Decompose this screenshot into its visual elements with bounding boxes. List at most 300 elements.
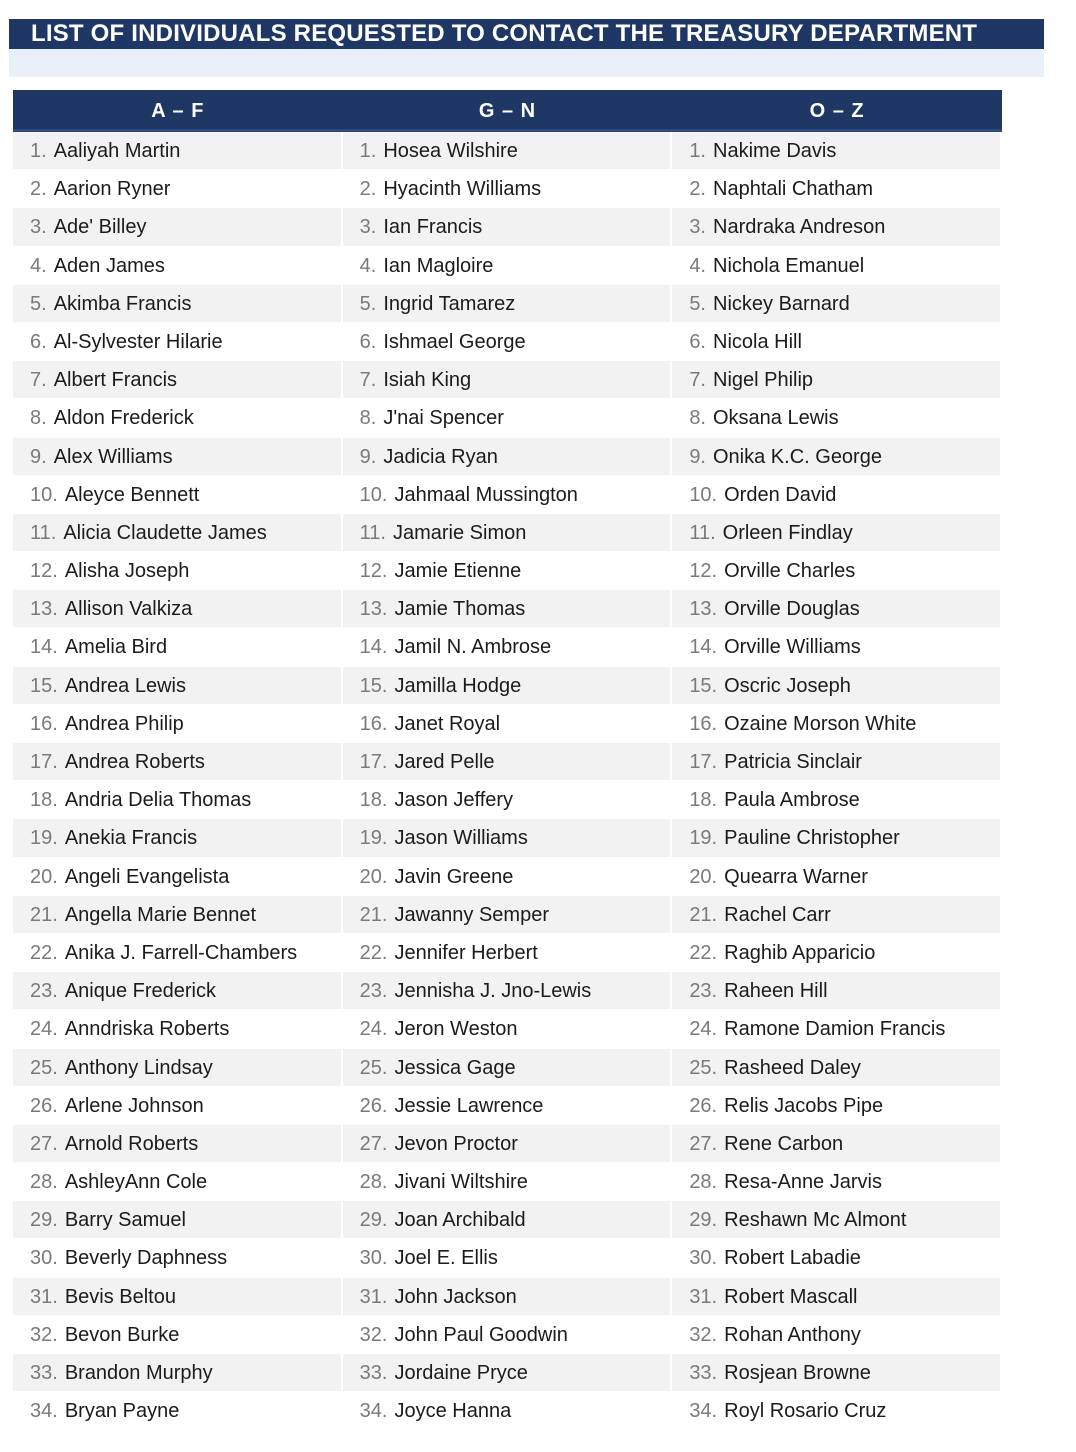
list-item	[13, 132, 343, 170]
table-row	[13, 1278, 1002, 1316]
list-item	[672, 438, 1002, 476]
list-item	[672, 1087, 1002, 1125]
table-row	[13, 934, 1002, 972]
list-item	[13, 1354, 343, 1392]
list-item	[343, 590, 673, 628]
list-item	[672, 323, 1002, 361]
list-item	[343, 667, 673, 705]
item-name: Royl Rosario Cruz	[724, 1400, 887, 1423]
item-name: Bryan Payne	[64, 1400, 180, 1423]
item-number: 30.	[359, 1247, 388, 1270]
table-row	[13, 285, 1002, 323]
list-item	[672, 361, 1002, 399]
item-name: Hosea Wilshire	[383, 140, 518, 162]
item-number: 9.	[30, 445, 47, 468]
item-name: Orville Charles	[724, 560, 856, 583]
list-item	[343, 247, 673, 285]
list-item	[13, 1392, 343, 1430]
list-item	[672, 934, 1002, 972]
list-item	[672, 514, 1002, 552]
table-row	[13, 1354, 1002, 1392]
item-name: Aden James	[53, 254, 165, 277]
item-number: 16.	[689, 712, 718, 735]
item-name: Arlene Johnson	[64, 1094, 204, 1117]
item-name: Rasheed Daley	[724, 1056, 861, 1079]
item-name: Paula Ambrose	[724, 789, 860, 812]
item-number: 6.	[689, 330, 706, 353]
item-name: Ramone Damion Francis	[724, 1018, 946, 1041]
item-number: 3.	[359, 216, 377, 239]
item-name: J'nai Spencer	[383, 407, 504, 430]
item-number: 10.	[30, 483, 58, 506]
table-row	[13, 132, 1002, 170]
item-name: Arnold Roberts	[64, 1132, 199, 1155]
table-row	[13, 170, 1002, 208]
list-item	[672, 1239, 1002, 1277]
list-item	[13, 934, 343, 972]
list-item	[343, 819, 673, 857]
item-name: Rachel Carr	[724, 903, 831, 926]
item-number: 13.	[30, 598, 58, 621]
item-name: Oscric Joseph	[724, 674, 851, 697]
item-name: Anika J. Farrell-Chambers	[64, 941, 298, 964]
item-number: 30.	[689, 1247, 718, 1270]
list-item	[343, 1125, 673, 1163]
list-item	[13, 781, 343, 819]
item-number: 26.	[30, 1094, 58, 1117]
item-number: 15.	[689, 674, 718, 697]
item-number: 15.	[359, 674, 388, 697]
item-number: 3.	[689, 216, 706, 239]
item-number: 13.	[359, 598, 388, 621]
table-row	[13, 1049, 1002, 1087]
list-item	[672, 858, 1002, 896]
table-row	[13, 1087, 1002, 1125]
list-item	[13, 476, 343, 514]
list-item	[343, 399, 673, 437]
item-name: Hyacinth Williams	[383, 178, 542, 201]
list-item	[343, 170, 673, 208]
item-number: 7.	[30, 369, 47, 392]
item-name: Andria Delia Thomas	[64, 789, 252, 812]
item-name: Onika K.C. George	[713, 445, 882, 468]
item-name: Orleen Findlay	[722, 521, 853, 544]
list-item	[343, 781, 673, 819]
list-item	[343, 438, 673, 476]
list-item	[343, 476, 673, 514]
item-number: 17.	[359, 751, 388, 773]
list-item	[13, 438, 343, 476]
item-name: Jared Pelle	[394, 751, 495, 773]
list-item	[672, 743, 1002, 781]
item-name: Jennifer Herbert	[394, 941, 538, 964]
table-row	[13, 743, 1002, 781]
item-number: 4.	[689, 254, 706, 277]
item-number: 34.	[689, 1400, 718, 1423]
table-row	[13, 1239, 1002, 1277]
list-item	[672, 972, 1002, 1010]
list-item	[672, 1010, 1002, 1048]
item-number: 21.	[359, 903, 388, 926]
list-item	[672, 896, 1002, 934]
item-name: Janet Royal	[394, 712, 501, 735]
item-number: 30.	[30, 1247, 58, 1270]
item-name: Barry Samuel	[64, 1209, 186, 1232]
list-item	[672, 819, 1002, 857]
list-item	[672, 552, 1002, 590]
column-header-o-z: O – Z	[809, 100, 865, 122]
table-row	[13, 552, 1002, 590]
item-number: 20.	[359, 865, 388, 888]
item-name: Alicia Claudette James	[63, 521, 267, 544]
item-name: Oksana Lewis	[713, 407, 839, 430]
item-name: Relis Jacobs Pipe	[724, 1094, 884, 1117]
item-number: 10.	[359, 483, 388, 506]
list-item	[672, 590, 1002, 628]
item-name: Anekia Francis	[64, 827, 198, 850]
list-item	[343, 1163, 673, 1201]
list-item	[672, 1392, 1002, 1430]
item-name: Raghib Apparicio	[724, 941, 876, 964]
item-name: Nakime Davis	[713, 140, 837, 162]
list-item	[13, 323, 343, 361]
item-name: Jessie Lawrence	[394, 1094, 544, 1117]
list-item	[343, 1049, 673, 1087]
item-number: 1.	[359, 140, 377, 162]
item-number: 34.	[359, 1400, 388, 1423]
list-item	[672, 247, 1002, 285]
item-number: 23.	[359, 980, 388, 1003]
item-number: 24.	[359, 1018, 388, 1041]
item-name: John Jackson	[394, 1285, 517, 1308]
list-item	[13, 1010, 343, 1048]
item-number: 12.	[689, 560, 718, 583]
title-underband	[9, 49, 1044, 77]
table-row	[13, 476, 1002, 514]
table-row	[13, 247, 1002, 285]
list-item	[343, 132, 673, 170]
item-number: 18.	[30, 789, 58, 812]
list-item	[343, 208, 673, 246]
item-number: 1.	[689, 140, 706, 162]
item-name: Rene Carbon	[724, 1132, 844, 1155]
item-name: Jawanny Semper	[394, 903, 549, 926]
item-number: 14.	[359, 636, 388, 659]
table-row	[13, 819, 1002, 857]
item-name: Bevis Beltou	[64, 1285, 176, 1308]
table-row	[13, 1392, 1002, 1430]
item-number: 26.	[359, 1094, 388, 1117]
item-name: Ian Magloire	[383, 254, 494, 277]
item-number: 23.	[689, 980, 718, 1003]
item-number: 5.	[689, 292, 706, 315]
item-name: Albert Francis	[53, 369, 178, 392]
item-number: 14.	[30, 636, 58, 659]
item-number: 9.	[689, 445, 706, 468]
item-name: Anthony Lindsay	[64, 1056, 213, 1079]
item-number: 8.	[359, 407, 377, 430]
item-name: Aarion Ryner	[53, 178, 171, 201]
item-name: Naphtali Chatham	[713, 178, 874, 201]
table-row	[13, 1163, 1002, 1201]
item-name: Raheen Hill	[724, 980, 828, 1003]
list-item	[343, 896, 673, 934]
item-name: Alisha Joseph	[64, 560, 190, 583]
table-row	[13, 628, 1002, 666]
table-row	[13, 323, 1002, 361]
list-item	[672, 781, 1002, 819]
list-item	[343, 628, 673, 666]
list-item	[672, 705, 1002, 743]
list-item	[13, 285, 343, 323]
item-number: 14.	[689, 636, 718, 659]
list-item	[13, 170, 343, 208]
list-item	[343, 1087, 673, 1125]
item-number: 25.	[30, 1056, 58, 1079]
table-row	[13, 972, 1002, 1010]
list-item	[672, 208, 1002, 246]
table-row	[13, 438, 1002, 476]
list-item	[343, 858, 673, 896]
item-name: Andrea Lewis	[64, 674, 186, 697]
item-name: Nigel Philip	[713, 369, 814, 392]
item-number: 33.	[30, 1362, 58, 1384]
table-row	[13, 896, 1002, 934]
item-number: 10.	[689, 483, 718, 506]
item-name: Jadicia Ryan	[383, 445, 498, 468]
item-number: 13.	[689, 598, 718, 621]
item-number: 18.	[359, 789, 388, 812]
item-name: Orville Douglas	[724, 598, 860, 621]
item-number: 2.	[689, 178, 706, 201]
item-number: 28.	[689, 1171, 718, 1194]
item-number: 26.	[689, 1094, 718, 1117]
item-name: Nichola Emanuel	[713, 254, 865, 277]
item-name: Patricia Sinclair	[724, 751, 862, 773]
table-row	[13, 1125, 1002, 1163]
item-number: 24.	[689, 1018, 718, 1041]
list-item	[672, 1278, 1002, 1316]
item-number: 19.	[359, 827, 388, 850]
item-number: 12.	[359, 560, 388, 583]
item-name: Nicola Hill	[713, 330, 802, 353]
item-number: 4.	[359, 254, 377, 277]
item-name: Jordaine Pryce	[394, 1362, 528, 1384]
item-number: 12.	[30, 560, 58, 583]
list-item	[343, 514, 673, 552]
list-item	[343, 972, 673, 1010]
item-number: 22.	[359, 941, 388, 964]
item-number: 8.	[30, 407, 47, 430]
list-item	[672, 1125, 1002, 1163]
item-number: 21.	[30, 903, 58, 926]
list-item	[13, 1201, 343, 1239]
item-name: Andrea Philip	[64, 712, 184, 735]
item-name: Quearra Warner	[724, 865, 868, 888]
item-number: 29.	[689, 1209, 718, 1232]
table-row	[13, 208, 1002, 246]
item-name: Rosjean Browne	[724, 1362, 871, 1384]
table-row	[13, 1316, 1002, 1354]
list-item	[343, 1010, 673, 1048]
list-item	[13, 1163, 343, 1201]
item-number: 22.	[689, 941, 718, 964]
item-number: 28.	[30, 1171, 58, 1194]
item-name: Resa-Anne Jarvis	[724, 1171, 882, 1194]
item-name: Joan Archibald	[394, 1209, 526, 1232]
list-item	[13, 705, 343, 743]
item-number: 8.	[689, 407, 706, 430]
list-item	[343, 552, 673, 590]
list-item	[343, 1201, 673, 1239]
item-name: Ian Francis	[383, 216, 483, 239]
list-item	[672, 285, 1002, 323]
list-item	[13, 667, 343, 705]
item-name: Jeron Weston	[394, 1018, 518, 1041]
list-item	[13, 1239, 343, 1277]
item-number: 7.	[689, 369, 706, 392]
list-item	[13, 1049, 343, 1087]
item-number: 22.	[30, 941, 58, 964]
item-number: 32.	[30, 1323, 58, 1346]
column-header-a-f: A – F	[151, 100, 205, 122]
list-item	[343, 1392, 673, 1430]
individuals-table	[13, 90, 1002, 1430]
item-name: Brandon Murphy	[64, 1362, 213, 1384]
list-item	[672, 1049, 1002, 1087]
item-name: Jason Williams	[394, 827, 528, 850]
item-number: 27.	[30, 1132, 58, 1155]
item-number: 27.	[359, 1132, 388, 1155]
list-item	[343, 705, 673, 743]
item-name: Pauline Christopher	[724, 827, 900, 850]
item-name: Allison Valkiza	[64, 598, 193, 621]
item-name: Reshawn Mc Almont	[724, 1209, 907, 1232]
item-name: Robert Labadie	[724, 1247, 861, 1270]
item-number: 32.	[689, 1323, 718, 1346]
item-name: Jamarie Simon	[392, 521, 527, 544]
item-name: Rohan Anthony	[724, 1323, 861, 1346]
list-item	[343, 285, 673, 323]
list-item	[343, 323, 673, 361]
table-row	[13, 1201, 1002, 1239]
list-item	[672, 476, 1002, 514]
item-name: Jevon Proctor	[394, 1132, 518, 1155]
item-name: Jamie Thomas	[394, 598, 526, 621]
item-name: Aaliyah Martin	[53, 140, 181, 162]
item-name: Anndriska Roberts	[64, 1018, 230, 1041]
table-row	[13, 667, 1002, 705]
item-number: 32.	[359, 1323, 388, 1346]
item-name: Orville Williams	[724, 636, 861, 659]
item-number: 21.	[689, 903, 718, 926]
list-item	[13, 1087, 343, 1125]
item-number: 11.	[689, 521, 716, 544]
item-number: 24.	[30, 1018, 58, 1041]
list-item	[13, 1316, 343, 1354]
item-number: 7.	[359, 369, 377, 392]
item-number: 20.	[30, 865, 58, 888]
item-number: 6.	[359, 330, 377, 353]
item-number: 11.	[30, 521, 57, 544]
list-item	[343, 743, 673, 781]
list-item	[13, 858, 343, 896]
item-name: Javin Greene	[394, 865, 514, 888]
item-name: Angeli Evangelista	[64, 865, 230, 888]
item-number: 19.	[30, 827, 58, 850]
list-item	[672, 399, 1002, 437]
item-number: 6.	[30, 330, 47, 353]
item-name: AshleyAnn Cole	[64, 1171, 208, 1194]
list-item	[672, 1163, 1002, 1201]
list-item	[343, 934, 673, 972]
item-name: Jamilla Hodge	[394, 674, 522, 697]
item-number: 29.	[30, 1209, 58, 1232]
list-item	[13, 1278, 343, 1316]
list-item	[13, 628, 343, 666]
item-name: Jessica Gage	[394, 1056, 516, 1079]
list-item	[13, 1125, 343, 1163]
item-name: Jivani Wiltshire	[394, 1171, 528, 1194]
item-number: 29.	[359, 1209, 388, 1232]
item-number: 9.	[359, 445, 377, 468]
item-name: Beverly Daphness	[64, 1247, 228, 1270]
table-header	[13, 90, 1002, 132]
item-name: Anique Frederick	[64, 980, 216, 1003]
list-item	[13, 247, 343, 285]
table-row	[13, 590, 1002, 628]
list-item	[13, 399, 343, 437]
list-item	[672, 132, 1002, 170]
item-name: Jahmaal Mussington	[394, 483, 578, 506]
item-number: 18.	[689, 789, 718, 812]
item-number: 4.	[30, 254, 47, 277]
table-body	[13, 132, 1002, 1430]
list-item	[672, 1316, 1002, 1354]
table-row	[13, 1010, 1002, 1048]
list-item	[343, 361, 673, 399]
list-item	[343, 1316, 673, 1354]
list-item	[13, 972, 343, 1010]
item-name: Orden David	[724, 483, 837, 506]
item-name: Ade' Billey	[53, 216, 147, 239]
table-row	[13, 399, 1002, 437]
item-number: 3.	[30, 216, 47, 239]
item-number: 5.	[30, 292, 47, 315]
item-number: 5.	[359, 292, 377, 315]
item-number: 34.	[30, 1400, 58, 1423]
item-number: 25.	[689, 1056, 718, 1079]
table-row	[13, 361, 1002, 399]
page-title: LIST OF INDIVIDUALS REQUESTED TO CONTACT THE TREASURY DEPARTMENT	[9, 19, 1044, 49]
item-number: 2.	[30, 178, 47, 201]
item-name: Akimba Francis	[53, 292, 192, 315]
list-item	[343, 1239, 673, 1277]
item-name: Ingrid Tamarez	[383, 292, 516, 315]
item-number: 27.	[689, 1132, 718, 1155]
list-item	[343, 1278, 673, 1316]
item-number: 28.	[359, 1171, 388, 1194]
item-number: 23.	[30, 980, 58, 1003]
item-name: Joyce Hanna	[394, 1400, 512, 1423]
column-header-g-n: G – N	[478, 100, 537, 122]
item-number: 16.	[30, 712, 58, 735]
item-name: Joel E. Ellis	[394, 1247, 498, 1270]
list-item	[672, 170, 1002, 208]
item-number: 2.	[359, 178, 377, 201]
table-row	[13, 781, 1002, 819]
list-item	[13, 552, 343, 590]
